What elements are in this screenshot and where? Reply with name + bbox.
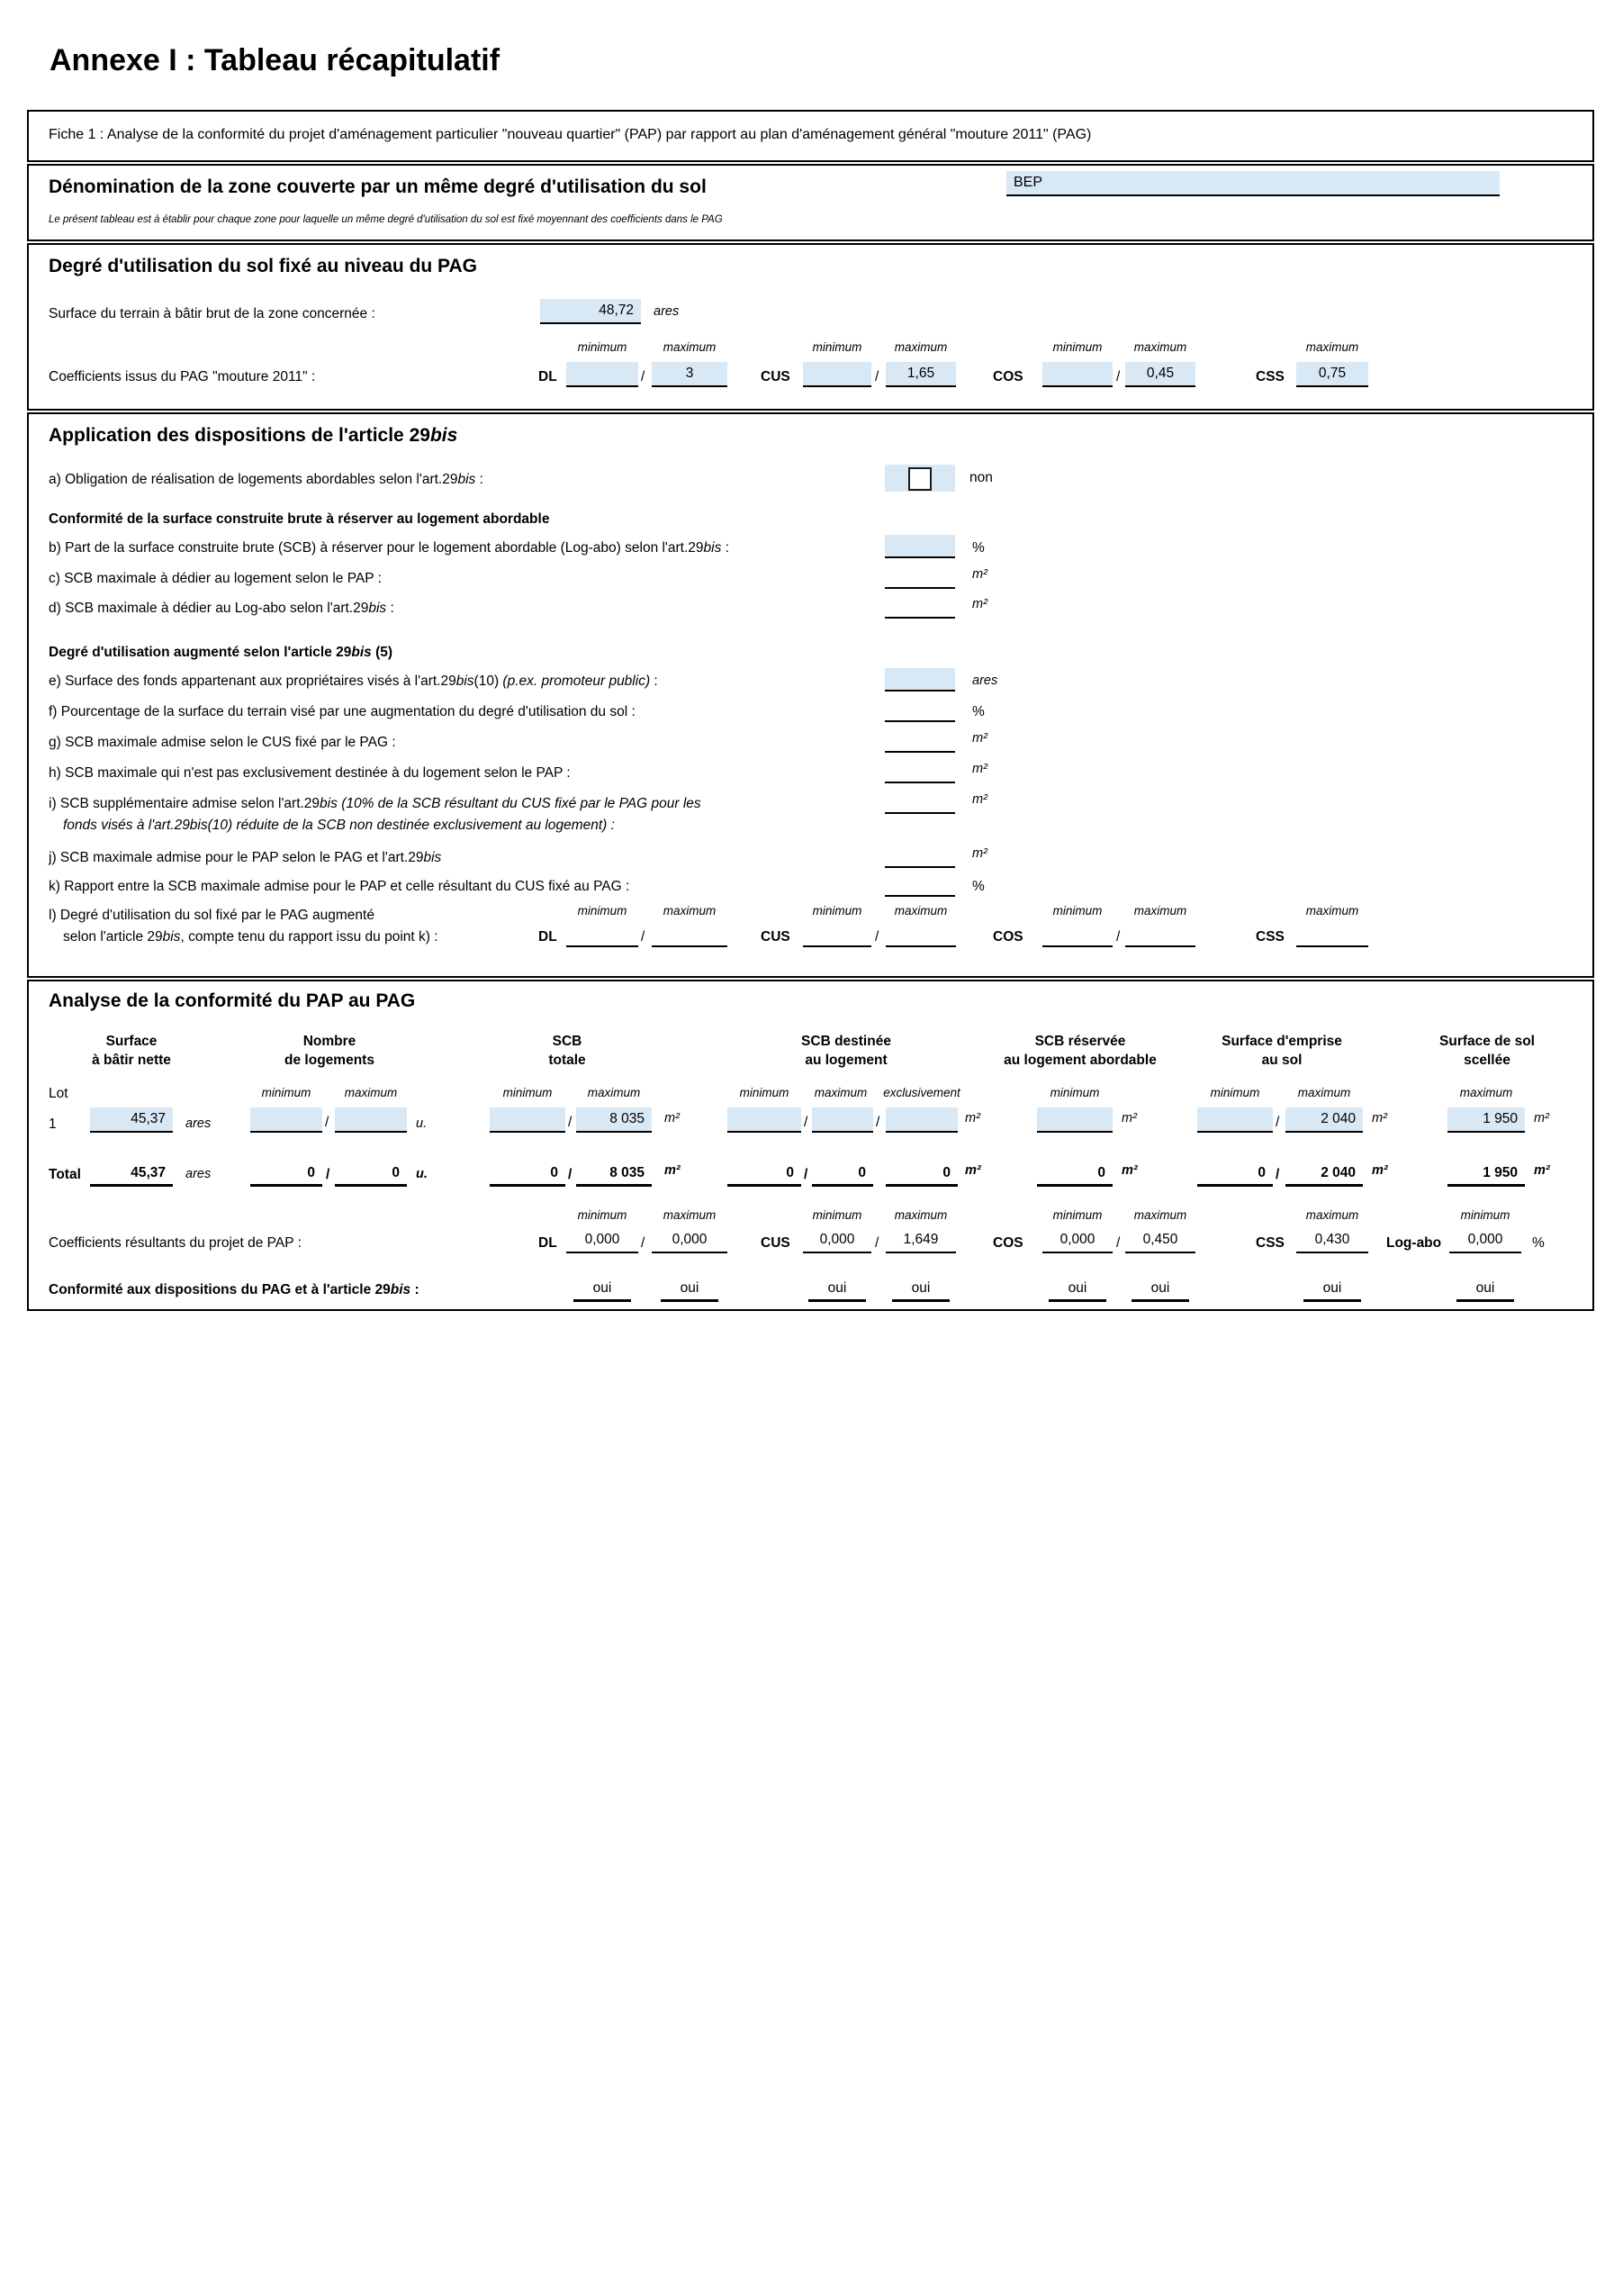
col-scb-abordable: SCB réservée au logement abordable (1004, 1034, 1157, 1068)
pap-dl-max-label: maximum (663, 1208, 717, 1222)
item-k-field[interactable] (885, 873, 955, 897)
conformity-logabo[interactable]: oui (1456, 1277, 1514, 1302)
total-scbt-unit: m² (664, 1163, 681, 1178)
lot-nombre-slash: / (325, 1115, 329, 1130)
item-g-label: g) SCB maximale admise selon le CUS fixé par le PAG : (49, 735, 396, 750)
item-d-unit: m² (972, 597, 987, 611)
pap-cus-min-field: 0,000 (803, 1228, 871, 1253)
item-h-label: h) SCB maximale qui n'est pas exclusivement destinée à du logement selon le PAP : (49, 765, 571, 781)
total-scba-min: 0 (1037, 1162, 1113, 1187)
zone-name-field[interactable]: BEP (1006, 171, 1500, 196)
pap-cos-max-field: 0,450 (1125, 1228, 1195, 1253)
analyse-box (27, 980, 1594, 1311)
surface-brute-field[interactable]: 48,72 (540, 299, 641, 324)
pag-cos-max-label: maximum (1133, 340, 1187, 354)
item-e-unit: ares (972, 673, 998, 688)
item-f-unit: % (972, 704, 985, 719)
item-i-unit: m² (972, 792, 987, 807)
pag-cos-name: COS (993, 369, 1023, 384)
pap-cus-min-label: minimum (812, 1208, 862, 1222)
item-j-unit: m² (972, 846, 987, 861)
lot-scbt-slash: / (568, 1115, 573, 1130)
col-sol-scellee: Surface de sol scellée (1439, 1034, 1535, 1068)
item-b-unit: % (972, 540, 985, 556)
l-css-name: CSS (1256, 929, 1285, 945)
pag-dl-slash: / (641, 369, 645, 384)
lot-scbl-max-label: maximum (814, 1086, 868, 1099)
lot-surface-field[interactable]: 45,37 (90, 1107, 173, 1133)
l-cos-max-field[interactable] (1125, 922, 1195, 947)
lot-nombre-max-field[interactable] (335, 1107, 407, 1133)
conformity-cos-min[interactable]: oui (1049, 1277, 1106, 1302)
lot-scel-max-label: maximum (1459, 1086, 1513, 1099)
item-c-unit: m² (972, 567, 987, 582)
total-nombre-min: 0 (250, 1162, 322, 1187)
lot-label: Lot (49, 1086, 68, 1101)
item-k-unit: % (972, 879, 985, 894)
pag-cos-slash: / (1116, 369, 1121, 384)
item-b-field[interactable] (885, 535, 955, 558)
item-c-label: c) SCB maximale à dédier au logement selon le PAP : (49, 571, 382, 586)
lot-scbt-unit: m² (664, 1111, 680, 1125)
conformity-cos-max[interactable]: oui (1132, 1277, 1189, 1302)
pap-dl-name: DL (538, 1235, 557, 1251)
l-cos-max-label: maximum (1133, 904, 1187, 917)
lot-scbt-max-label: maximum (587, 1086, 641, 1099)
pag-css-max-field[interactable]: 0,75 (1296, 362, 1368, 387)
lot-scbl-min-field[interactable] (727, 1107, 801, 1133)
l-cos-slash: / (1116, 929, 1121, 945)
total-empr-max: 2 040 (1285, 1162, 1363, 1187)
pag-cos-max-field[interactable]: 0,45 (1125, 362, 1195, 387)
lot-scbl-slash2: / (876, 1115, 880, 1130)
page-title: Annexe I : Tableau récapitulatif (50, 43, 500, 77)
conformity-cus-max[interactable]: oui (892, 1277, 950, 1302)
conformity-cus-min[interactable]: oui (808, 1277, 866, 1302)
lot-scbl-unit: m² (965, 1111, 980, 1125)
total-scel-unit: m² (1534, 1163, 1550, 1178)
total-nombre-unit: u. (416, 1167, 428, 1181)
total-scbl-min: 0 (727, 1162, 801, 1187)
l-dl-max-label: maximum (663, 904, 717, 917)
pap-dl-slash: / (641, 1235, 645, 1251)
item-j-label: j) SCB maximale admise pour le PAP selon le PAG et l'art.29bis (49, 850, 442, 865)
pap-logabo-min-label: minimum (1460, 1208, 1510, 1222)
item-j-field[interactable] (885, 845, 955, 868)
l-dl-max-field[interactable] (652, 922, 727, 947)
pap-logabo-min-field: 0,000 (1449, 1228, 1521, 1253)
item-c-field[interactable] (885, 565, 955, 589)
pap-dl-max-field: 0,000 (652, 1228, 727, 1253)
pap-coeff-label: Coefficients résultants du projet de PAP : (49, 1235, 302, 1251)
pap-cus-name: CUS (761, 1235, 790, 1251)
l-dl-min-label: minimum (577, 904, 627, 917)
item-l-label-line2: selon l'article 29bis, compte tenu du rapport issu du point k) : (63, 929, 438, 945)
pag-cus-max-label: maximum (894, 340, 948, 354)
pag-cus-min-field[interactable] (803, 362, 871, 387)
item-k-label: k) Rapport entre la SCB maximale admise pour le PAP et celle résultant du CUS fixé au PAG : (49, 879, 630, 894)
pag-cos-min-field[interactable] (1042, 362, 1113, 387)
pap-cos-min-label: minimum (1052, 1208, 1103, 1222)
l-cos-name: COS (993, 929, 1023, 945)
pap-logabo-unit: % (1532, 1235, 1545, 1251)
l-css-max-label: maximum (1305, 904, 1359, 917)
total-surface-unit: ares (185, 1167, 212, 1181)
total-scbt-max: 8 035 (576, 1162, 652, 1187)
col-surface-nette: Surface à bâtir nette (92, 1034, 171, 1068)
pap-logabo-name: Log-abo (1386, 1235, 1442, 1251)
total-surface: 45,37 (90, 1162, 173, 1187)
pap-dl-min-label: minimum (577, 1208, 627, 1222)
total-empr-slash: / (1276, 1167, 1280, 1182)
pag-dl-max-field[interactable]: 3 (652, 362, 727, 387)
lot-nombre-min-field[interactable] (250, 1107, 322, 1133)
l-dl-name: DL (538, 929, 557, 945)
conformity-label: Conformité aux dispositions du PAG et à l'article 29bis : (49, 1282, 419, 1297)
item-g-field[interactable] (885, 729, 955, 753)
lot-scba-min-field[interactable] (1037, 1107, 1113, 1133)
lot-empr-min-field[interactable] (1197, 1107, 1273, 1133)
item-e-label: e) Surface des fonds appartenant aux propriétaires visés à l'art.29bis(10) (p.ex. promoteur public) : (49, 673, 658, 689)
col-scb-logement: SCB destinée au logement (801, 1034, 891, 1068)
pag-cus-max-field[interactable]: 1,65 (886, 362, 956, 387)
item-f-label: f) Pourcentage de la surface du terrain visé par une augmentation du degré d'utilisation du sol : (49, 704, 636, 719)
item-b-label: b) Part de la surface construite brute (SCB) à réserver pour le logement abordable (Log-abo) selon l'art.29bis : (49, 540, 729, 556)
item-g-unit: m² (972, 731, 987, 746)
lot-scbt-min-label: minimum (502, 1086, 553, 1099)
item-h-unit: m² (972, 762, 987, 776)
item-d-label: d) SCB maximale à dédier au Log-abo selon l'art.29bis : (49, 601, 394, 616)
lot-nombre-min-label: minimum (261, 1086, 311, 1099)
fiche-line: Fiche 1 : Analyse de la conformité du projet d'aménagement particulier "nouveau quartier" (PAP) par rapport au plan d'aménagement général "mouture 2011" (PAG) (49, 127, 1092, 142)
item-d-field[interactable] (885, 595, 955, 619)
analyse-heading: Analyse de la conformité du PAP au PAG (49, 990, 416, 1011)
item-l-label-line1: l) Degré d'utilisation du sol fixé par le PAG augmenté (49, 908, 374, 923)
col-emprise-sol: Surface d'emprise au sol (1222, 1034, 1342, 1068)
pap-cus-slash: / (875, 1235, 879, 1251)
total-scel-max: 1 950 (1447, 1162, 1525, 1187)
lot-scbl-excl-field[interactable] (886, 1107, 958, 1133)
conformity-css[interactable]: oui (1303, 1277, 1361, 1302)
lot-scel-unit: m² (1534, 1111, 1549, 1125)
pap-cos-slash: / (1116, 1235, 1121, 1251)
pag-dl-name: DL (538, 369, 557, 384)
item-a-label: a) Obligation de réalisation de logements abordables selon l'art.29bis : (49, 472, 483, 487)
l-cus-max-field[interactable] (886, 922, 956, 947)
lot-nombre-unit: u. (416, 1116, 428, 1131)
l-css-max-field[interactable] (1296, 922, 1368, 947)
lot-empr-max-field[interactable]: 2 040 (1285, 1107, 1363, 1133)
subheading-degre-augmente: Degré d'utilisation augmenté selon l'article 29bis (5) (49, 645, 393, 660)
lot-surface-unit: ares (185, 1116, 212, 1131)
lot-empr-min-label: minimum (1210, 1086, 1260, 1099)
l-cos-min-label: minimum (1052, 904, 1103, 917)
pap-cos-name: COS (993, 1235, 1023, 1251)
pag-css-name: CSS (1256, 369, 1285, 384)
pap-cus-max-field: 1,649 (886, 1228, 956, 1253)
total-scba-unit: m² (1122, 1163, 1138, 1178)
col-nombre-logements: Nombre de logements (284, 1034, 374, 1068)
degre-pag-heading: Degré d'utilisation du sol fixé au niveau du PAG (49, 256, 478, 276)
lot-scbl-max-field[interactable] (812, 1107, 873, 1133)
total-scbl-unit: m² (965, 1163, 981, 1178)
pag-dl-min-field[interactable] (566, 362, 638, 387)
item-i-label-line2: fonds visés à l'art.29bis(10) réduite de la SCB non destinée exclusivement au logement) : (63, 818, 615, 833)
lot-scbl-slash1: / (804, 1115, 808, 1130)
total-label: Total (49, 1167, 81, 1182)
total-scbl-slash: / (804, 1167, 808, 1182)
l-cus-max-label: maximum (894, 904, 948, 917)
article29bis-heading: Application des dispositions de l'article 29bis (49, 425, 458, 446)
total-empr-min: 0 (1197, 1162, 1273, 1187)
total-scbl-max: 0 (812, 1162, 873, 1187)
pag-cus-slash: / (875, 369, 879, 384)
pag-dl-max-label: maximum (663, 340, 717, 354)
lot-scba-unit: m² (1122, 1111, 1137, 1125)
l-cos-min-field[interactable] (1042, 922, 1113, 947)
item-h-field[interactable] (885, 760, 955, 783)
denomination-note: Le présent tableau est à établir pour chaque zone pour laquelle un même degré d'utilisation du sol est fixé moyennant des coefficients dans le PAG (49, 214, 723, 225)
lot-scel-max-field[interactable]: 1 950 (1447, 1107, 1525, 1133)
lot-empr-slash: / (1276, 1115, 1280, 1130)
lot-empr-max-label: maximum (1297, 1086, 1351, 1099)
l-dl-min-field[interactable] (566, 922, 638, 947)
pap-cos-max-label: maximum (1133, 1208, 1187, 1222)
l-cus-slash: / (875, 929, 879, 945)
denomination-heading: Dénomination de la zone couverte par un même degré d'utilisation du sol (49, 176, 707, 197)
item-i-label-line1: i) SCB supplémentaire admise selon l'art.29bis (10% de la SCB résultant du CUS fixé par le PAG pour les (49, 796, 701, 811)
total-scbl-excl: 0 (886, 1162, 958, 1187)
surface-brute-label: Surface du terrain à bâtir brut de la zone concernée : (49, 306, 375, 321)
pag-coeff-label: Coefficients issus du PAG "mouture 2011" : (49, 369, 316, 384)
lot-scbl-min-label: minimum (739, 1086, 789, 1099)
item-a-checkbox[interactable] (908, 467, 932, 491)
conformity-dl-min[interactable]: oui (573, 1277, 631, 1302)
pap-dl-min-field: 0,000 (566, 1228, 638, 1253)
lot-scbt-min-field[interactable] (490, 1107, 565, 1133)
pap-css-max-field: 0,430 (1296, 1228, 1368, 1253)
pap-css-name: CSS (1256, 1235, 1285, 1251)
pag-cos-min-label: minimum (1052, 340, 1103, 354)
total-scbt-min: 0 (490, 1162, 565, 1187)
lot-nombre-max-label: maximum (344, 1086, 398, 1099)
lot-scbl-excl-label: exclusivement (883, 1086, 960, 1099)
lot-empr-unit: m² (1372, 1111, 1387, 1125)
total-empr-unit: m² (1372, 1163, 1388, 1178)
pag-cus-name: CUS (761, 369, 790, 384)
lot-scba-min-label: minimum (1050, 1086, 1100, 1099)
pag-dl-min-label: minimum (577, 340, 627, 354)
pap-cos-min-field: 0,000 (1042, 1228, 1113, 1253)
l-cus-min-field[interactable] (803, 922, 871, 947)
l-cus-name: CUS (761, 929, 790, 945)
l-dl-slash: / (641, 929, 645, 945)
pag-css-max-label: maximum (1305, 340, 1359, 354)
item-i-field[interactable] (885, 791, 955, 814)
item-a-answer: non (969, 470, 993, 485)
item-e-field[interactable] (885, 668, 955, 692)
pag-cus-min-label: minimum (812, 340, 862, 354)
pap-css-max-label: maximum (1305, 1208, 1359, 1222)
total-scbt-slash: / (568, 1167, 573, 1182)
total-nombre-max: 0 (335, 1162, 407, 1187)
surface-brute-unit: ares (654, 304, 680, 319)
col-scb-totale: SCB totale (548, 1034, 586, 1068)
total-nombre-slash: / (326, 1167, 330, 1182)
l-cus-min-label: minimum (812, 904, 862, 917)
subheading-conformite-scb: Conformité de la surface construite brute à réserver au logement abordable (49, 511, 550, 527)
lot-number: 1 (49, 1116, 57, 1132)
conformity-dl-max[interactable]: oui (661, 1277, 718, 1302)
lot-scbt-max-field[interactable]: 8 035 (576, 1107, 652, 1133)
pap-cus-max-label: maximum (894, 1208, 948, 1222)
item-f-field[interactable] (885, 699, 955, 722)
